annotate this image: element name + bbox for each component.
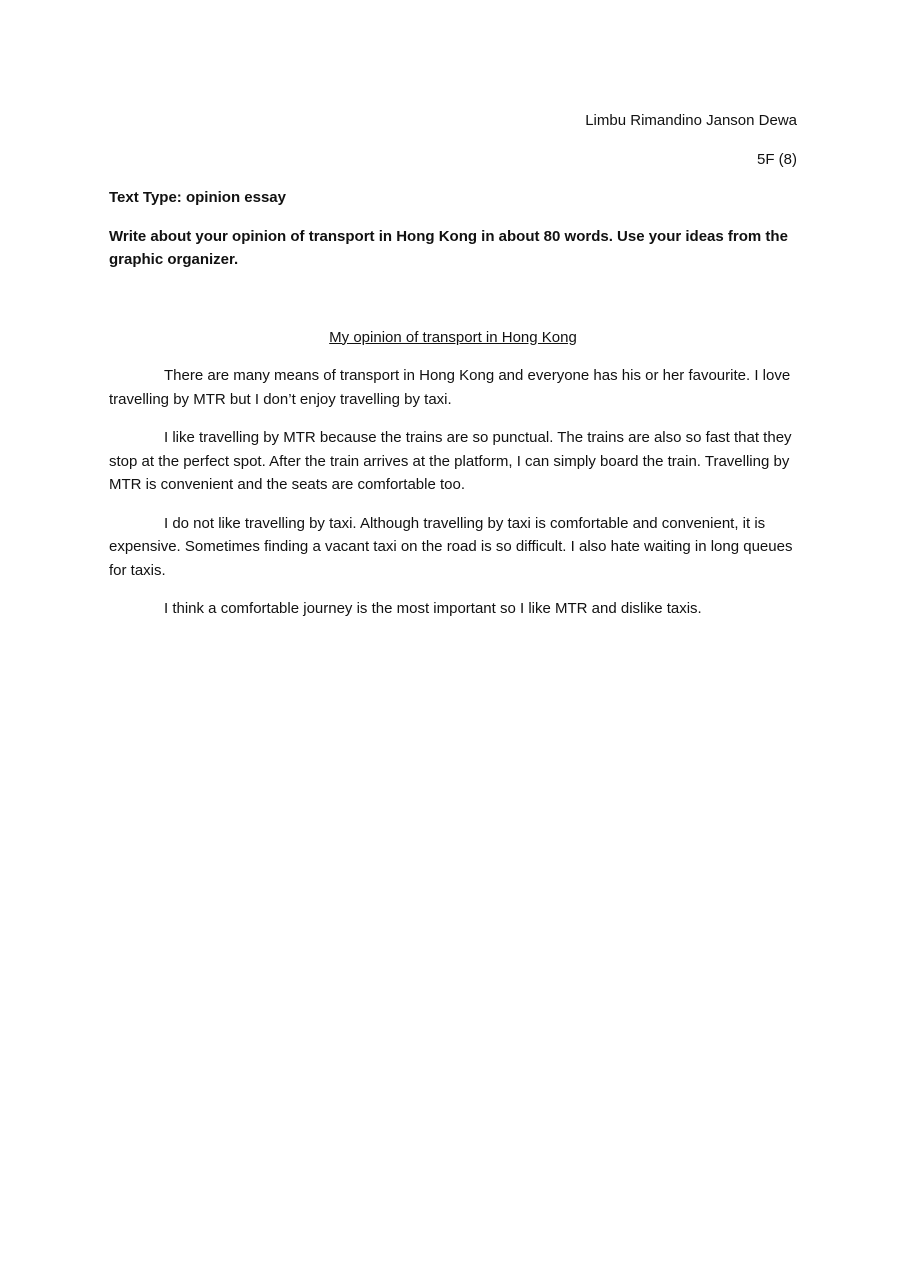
essay-title: My opinion of transport in Hong Kong: [329, 328, 577, 346]
essay-paragraph-3: I do not like travelling by taxi. Although travelling by taxi is comfortable and convenient, it is expensive. Sometimes finding a vacant taxi on the road is so difficult. I also hate waiting in long queues for taxis.: [109, 514, 793, 579]
instruction-text: Write about your opinion of transport in Hong Kong in about 80 words. Use your ideas from the graphic organizer.: [109, 227, 788, 268]
text-type-label: Text Type: opinion essay: [109, 189, 286, 206]
document-content: [109, 109, 797, 636]
essay-paragraph-2: I like travelling by MTR because the trains are so punctual. The trains are also so fast that they stop at the perfect spot. After the train arrives at the platform, I can simply board the train. Travelling by MTR is convenient and the seats are comfortable too.: [109, 429, 792, 493]
class-number: 5F (8): [756, 150, 797, 168]
student-name: Limbu Rimandino Janson Dewa: [585, 112, 797, 129]
essay-paragraph-4: I think a comfortable journey is the most important so I like MTR and dislike taxis.: [164, 600, 702, 617]
essay-paragraph-1: There are many means of transport in Hong Kong and everyone has his or her favourite. I love travelling by MTR but I don’t enjoy travelling by taxi.: [109, 367, 791, 408]
